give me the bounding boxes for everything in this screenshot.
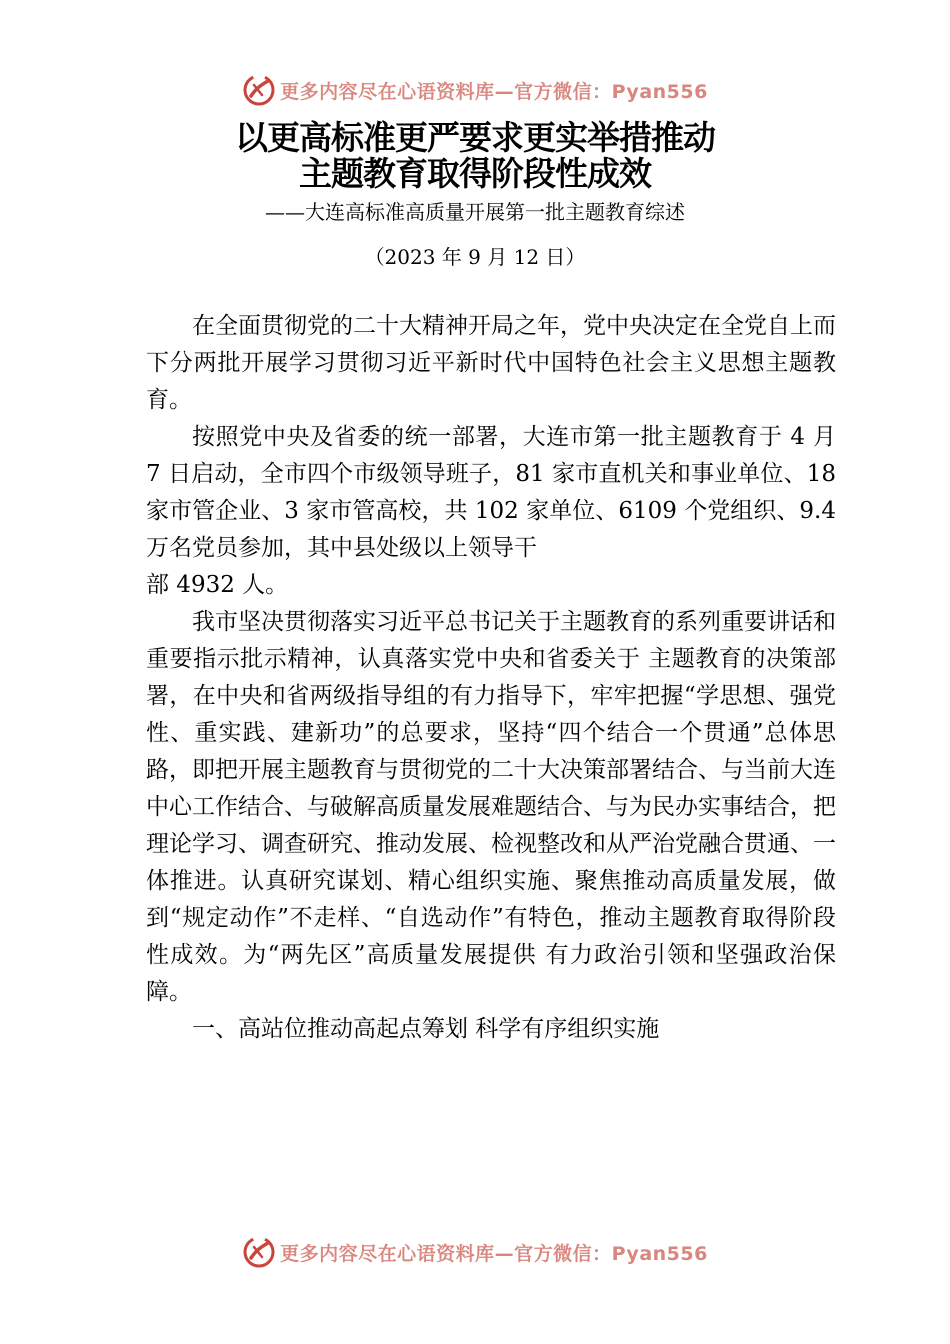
paragraph-intro: 在全面贯彻党的二十大精神开局之年，党中央决定在全党自上而下分两批开展学习贯彻习近平新时代中国特色社会主义思想主题教育。	[146, 313, 836, 413]
watermark-text: 更多内容尽在心语资料库—官方微信：Pyan556	[280, 80, 708, 103]
document-subtitle: ——大连高标准高质量开展第一批主题教育综述	[265, 200, 685, 224]
watermark-bottom	[0, 1232, 950, 1272]
document-date: （2023 年 9 月 12 日）	[364, 245, 586, 269]
paragraph-implementation: 我市坚决贯彻落实习近平总书记关于主题教育的系列重要讲话和重要指示批示精神，认真落实党中央和省委关于 主题教育的决策部署，在中央和省两级指导组的有力指导下，牢牢把握“学思想、强党性、重实践、建新功”的总要求，坚持“四个结合一个贯通”总体思路，即把开展主题教育与贯彻党的二十大决策部署结合、与当前大连中心工作结合、与破解高质量发展难题结合、与为民办实事结合，把理论学习、调查研究、推动发展、检视整改和从严治党融合贯通、一体推进。认真研究谋划、精心组织实施、聚焦推动高质量发展，做到“规定动作”不走样、“自选动作”有特色，推动主题教育取得阶段性成效。为“两先区”高质量发展提供 有力政治引领和坚强政治保障。	[146, 609, 836, 1005]
watermark-text: 更多内容尽在心语资料库—官方微信：Pyan556	[280, 1242, 708, 1265]
watermark-top	[0, 70, 950, 110]
paragraph-deployment-continued: 部 4932 人。	[146, 572, 289, 598]
brush-seal-icon	[242, 1235, 276, 1269]
document-title-line2: 主题教育取得阶段性成效	[299, 154, 651, 193]
section-heading-1: 一、高站位推动高起点筹划 科学有序组织实施	[192, 1016, 660, 1042]
brush-seal-icon	[242, 73, 276, 107]
document-title-line1: 以更高标准更严要求更实举措推动	[235, 118, 715, 157]
document-body	[146, 308, 836, 1048]
paragraph-deployment: 按照党中央及省委的统一部署，大连市第一批主题教育于 4 月 7 日启动，全市四个市级领导班子，81 家市直机关和事业单位、18 家市管企业、3 家市管高校，共 102 家单位、6109 个党组织、9.4 万名党员参加，其中县处级以上领导干	[146, 424, 836, 561]
